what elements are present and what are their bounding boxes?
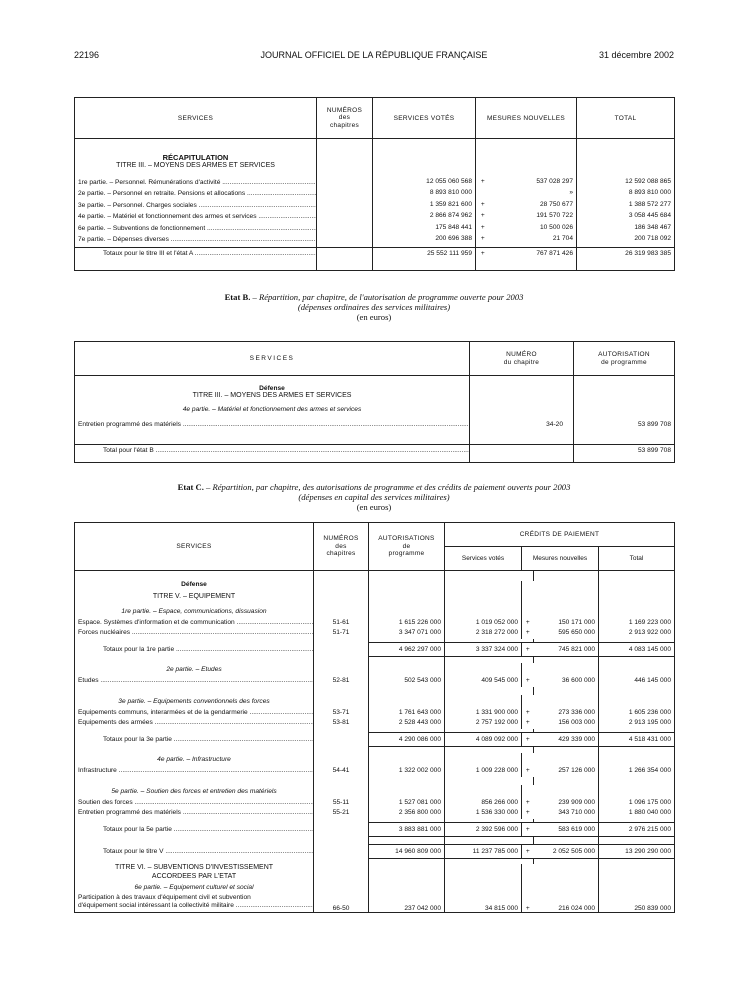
section-heading: 1re partie. – Espace, communications, dissuasion (75, 605, 314, 619)
chapitres-c-label: chapitres (326, 550, 356, 558)
row-total: 8 893 810 000 (577, 189, 675, 200)
table-row (75, 677, 675, 687)
titre5-total-row (75, 845, 675, 859)
caption-etat-c (74, 482, 674, 512)
chapitres-label: chapitres (329, 121, 360, 129)
row-services-votes: 856 266 000 (445, 799, 522, 809)
total-services-votes: 2 392 596 000 (445, 823, 522, 837)
row-sign: + (480, 235, 485, 243)
row-total: 12 592 088 865 (577, 178, 675, 189)
row-sign (476, 189, 490, 200)
titre-heading-b: TITRE III. – MOYENS DES ARMES ET SERVICES (75, 392, 470, 406)
total-mesures: 2 052 505 000 (534, 845, 599, 859)
row-services-votes: 1 536 330 000 (445, 809, 522, 819)
row-sign: + (525, 766, 530, 774)
row-services-votes: 1 019 052 000 (445, 619, 522, 629)
total-label: Totaux pour le titre V ..... (103, 848, 314, 855)
table-row (75, 767, 675, 777)
total-label: Totaux pour le titre III et l'état A ..... (103, 250, 317, 257)
caption-b-label: Etat B. (224, 292, 251, 302)
total-total: 13 290 290 000 (599, 845, 675, 859)
row-sign: + (525, 618, 530, 626)
row-label: 2e partie. – Personnel en retraite. Pensions et allocations ..... (78, 190, 317, 197)
row-total: 3 058 445 684 (577, 212, 675, 223)
programme-c-label: programme (388, 550, 425, 558)
row-label-line2: d'équipement social intéressant la collectivité militaire ..... (78, 902, 314, 909)
row-sign: + (525, 708, 530, 716)
col-mesures-nouvelles: MESURES NOUVELLES (476, 98, 577, 139)
row-total: 446 145 000 (599, 677, 675, 687)
total-autorisation: 14 960 809 000 (369, 845, 445, 859)
col-credits-paiement: CRÉDITS DE PAIEMENT (445, 523, 675, 547)
row-autorisation: 2 528 443 000 (369, 719, 445, 729)
total-services-votes: 4 089 092 000 (445, 733, 522, 747)
row-mesures: 191 570 722 (490, 212, 577, 223)
total-autorisation: 4 962 297 000 (369, 643, 445, 657)
row-votes: 1 359 821 600 (373, 201, 476, 212)
row-total: 1 388 572 277 (577, 201, 675, 212)
row-total: 1 169 223 000 (599, 619, 675, 629)
total-services-votes: 11 237 785 000 (445, 845, 522, 859)
row-mesures: » (490, 189, 577, 200)
table-recapitulation (74, 97, 675, 271)
row-autorisation: 2 356 800 000 (369, 809, 445, 819)
partie-heading-b: 4e partie. – Matériel et fonctionnement des armes et services (75, 406, 470, 421)
row-mesures: 257 126 000 (534, 767, 599, 777)
row-label-line1: Participation à des travaux d'équipement civil et subvention (78, 893, 251, 901)
row-sign: + (480, 200, 485, 208)
row-services-votes: 409 545 000 (445, 677, 522, 687)
row-chapitre: 55-11 (314, 799, 369, 809)
row-chapitre: 53-81 (314, 719, 369, 729)
row-value-b: 53 899 708 (574, 421, 675, 445)
row-label: 4e partie. – Matériel et fonctionnement des armes et services ..... (78, 213, 317, 220)
caption-c-label: Etat C. (177, 482, 204, 492)
row-sign: + (525, 676, 530, 684)
row-label: 1re partie. – Personnel. Rémunérations d'activité ..... (78, 179, 317, 186)
row-sign: + (522, 894, 534, 913)
row-votes: 12 055 060 568 (373, 178, 476, 189)
total-services-votes: 3 337 324 000 (445, 643, 522, 657)
row-sign: + (525, 798, 530, 806)
page-number: 22196 (74, 50, 100, 60)
row-services-votes: 2 757 192 000 (445, 719, 522, 729)
total-label-b: Total pour l'état B ..... (103, 447, 470, 454)
table-row (75, 629, 675, 639)
total-label: Totaux pour la 1re partie ..... (103, 646, 314, 653)
row-sign: + (480, 177, 485, 185)
total-sign: + (522, 643, 534, 657)
row-total: 1 266 354 000 (599, 767, 675, 777)
defense-heading-c: Défense (75, 581, 314, 593)
row-sign: + (525, 628, 530, 636)
section-heading: 3e partie. – Equipements conventionnels des forces (75, 695, 314, 709)
total-sign: + (476, 247, 490, 263)
table-row (75, 894, 675, 913)
row-label: Etudes ..... (78, 677, 314, 684)
row-sign: + (525, 718, 530, 726)
row-mesures: 10 500 026 (490, 224, 577, 235)
row-mesures: 28 750 677 (490, 201, 577, 212)
row-votes: 8 893 810 000 (373, 189, 476, 200)
row-chapitre: 51-71 (314, 629, 369, 639)
journal-title: JOURNAL OFFICIEL DE LA RÉPUBLIQUE FRANÇAISE (260, 50, 488, 60)
caption-c-line3: (en euros) (356, 502, 392, 512)
des-label: des (338, 114, 351, 122)
row-total: 1 880 040 000 (599, 809, 675, 819)
row-autorisation: 1 761 643 000 (369, 709, 445, 719)
table-row (75, 799, 675, 809)
row-label: Soutien des forces ..... (78, 799, 314, 806)
caption-c-line1: – Répartition, par chapitre, des autorisations de programme et des crédits de paiement ouverts pour 2003 (206, 482, 571, 492)
col-numeros-c (314, 523, 369, 571)
titre6-heading-line2: ACCORDÉES PAR L'ÉTAT (75, 873, 314, 882)
titre5-heading: TITRE V. – ÉQUIPEMENT (75, 593, 314, 605)
row-autorisation: 237 042 000 (369, 894, 445, 913)
titre-heading: TITRE III. – MOYENS DES ARMES ET SERVICES (75, 162, 317, 178)
caption-b-line1: – Répartition, par chapitre, de l'autorisation de programme ouverte pour 2003 (252, 292, 524, 302)
row-chapitre-b: 34-20 (470, 421, 574, 445)
row-label: 3e partie. – Personnel. Charges sociales ..... (78, 202, 317, 209)
total-votes: 25 552 111 959 (373, 247, 476, 263)
defense-heading-b: Défense (75, 376, 470, 392)
row-services-votes: 1 331 900 000 (445, 709, 522, 719)
section-total-row (75, 643, 675, 657)
row-label: Equipements des armées ..... (78, 719, 314, 726)
numero-label: NUMÉRO (506, 351, 537, 359)
table-row (75, 719, 675, 729)
row-votes: 175 848 441 (373, 224, 476, 235)
row-label: Espace. Systèmes d'information et de communication ..... (78, 619, 314, 626)
row-mesures: 239 909 000 (534, 799, 599, 809)
section-heading: 4e partie. – Infrastructure (75, 753, 314, 767)
col-services-b: SERVICES (75, 342, 470, 376)
table-row (75, 201, 675, 212)
row-total: 2 913 922 000 (599, 629, 675, 639)
total-total: 26 319 983 385 (577, 247, 675, 263)
table-row (75, 709, 675, 719)
row-mesures: 537 028 297 (490, 178, 577, 189)
table-row (75, 619, 675, 629)
partie6-heading: 6e partie. – Equipement culturel et social (75, 882, 314, 894)
row-label: Equipements communs, interarmées et de la gendarmerie ..... (78, 709, 314, 716)
table-row (75, 212, 675, 223)
caption-c-line2: (dépenses en capital des services militaires) (298, 492, 450, 502)
table-etat-c (74, 522, 675, 913)
col-services-c: SERVICES (75, 523, 314, 571)
row-sign: + (525, 808, 530, 816)
de-programme-label: de programme (601, 358, 647, 366)
table-etat-b (74, 341, 675, 463)
row-chapitre: 66-50 (314, 894, 369, 913)
row-chapitre: 54-41 (314, 767, 369, 777)
du-chapitre-label: du chapitre (503, 358, 540, 366)
de-c-label: de (402, 542, 411, 550)
row-autorisation: 1 322 002 000 (369, 767, 445, 777)
row-mesures: 273 336 000 (534, 709, 599, 719)
page-header (74, 50, 674, 64)
section-total-row (75, 823, 675, 837)
row-total: 250 839 000 (599, 894, 675, 913)
row-votes: 200 696 388 (373, 235, 476, 247)
row-label: Infrastructure ..... (78, 767, 314, 774)
total-sign: + (522, 845, 534, 859)
row-label: 6e partie. – Subventions de fonctionnement ..... (78, 225, 317, 232)
numeros-label: NUMÉROS (326, 106, 363, 114)
recap-heading: RÉCAPITULATION (75, 139, 317, 162)
row-mesures: 21 704 (490, 235, 577, 247)
row-services-votes: 34 815 000 (445, 894, 522, 913)
total-sign: + (522, 733, 534, 747)
row-services-votes: 2 318 272 000 (445, 629, 522, 639)
row-mesures: 156 003 000 (534, 719, 599, 729)
row-total: 2 913 195 000 (599, 719, 675, 729)
row-votes: 2 866 874 962 (373, 212, 476, 223)
caption-etat-b (74, 292, 674, 322)
row-total: 200 718 092 (577, 235, 675, 247)
total-total: 2 976 215 000 (599, 823, 675, 837)
total-value-b: 53 899 708 (574, 445, 675, 463)
col-total-c: Total (599, 547, 675, 571)
row-chapitre: 51-61 (314, 619, 369, 629)
row-mesures: 150 171 000 (534, 619, 599, 629)
col-autorisations-c (369, 523, 445, 571)
table-row (75, 235, 675, 247)
table-row (75, 189, 675, 200)
row-mesures: 36 600 000 (534, 677, 599, 687)
table-row (75, 809, 675, 819)
row-sign: + (480, 223, 485, 231)
row-autorisation: 502 543 000 (369, 677, 445, 687)
caption-b-line2: (dépenses ordinaires des services militaires) (297, 302, 451, 312)
col-numero-b (470, 342, 574, 376)
row-label: Entretien programmé des matériels ..... (78, 809, 314, 816)
col-autorisation-b (574, 342, 675, 376)
row-label: Forces nucléaires ..... (78, 629, 314, 636)
col-services-votes-c: Services votés (445, 547, 522, 571)
col-services-votes: SERVICES VOTÉS (373, 98, 476, 139)
row-total: 186 348 467 (577, 224, 675, 235)
section-total-row (75, 733, 675, 747)
col-services: SERVICES (75, 98, 317, 139)
row-mesures: 595 650 000 (534, 629, 599, 639)
des-c-label: des (335, 542, 347, 550)
col-mesures-c: Mesures nouvelles (522, 547, 599, 571)
row-autorisation: 3 347 071 000 (369, 629, 445, 639)
titre6-heading-line1: TITRE VI. – SUBVENTIONS D'INVESTISSEMENT (75, 864, 314, 873)
total-mesures: 767 871 426 (490, 247, 577, 263)
total-sign: + (522, 823, 534, 837)
total-mesures: 429 339 000 (534, 733, 599, 747)
autorisation-label: AUTORISATION (598, 351, 650, 359)
total-autorisation: 3 883 881 000 (369, 823, 445, 837)
row-chapitre: 55-21 (314, 809, 369, 819)
row-label-b: Entretien programmé des matériels ..... (78, 421, 470, 428)
row-chapitre: 52-81 (314, 677, 369, 687)
row-sign: + (480, 212, 485, 220)
total-autorisation: 4 290 086 000 (369, 733, 445, 747)
numeros-c-label: NUMÉROS (323, 535, 359, 543)
row-mesures: 343 710 000 (534, 809, 599, 819)
total-label: Totaux pour la 5e partie ..... (103, 826, 314, 833)
row-total: 1 605 236 000 (599, 709, 675, 719)
row-chapitre: 53-71 (314, 709, 369, 719)
row-mesures: 216 024 000 (534, 894, 599, 913)
table-row (75, 178, 675, 189)
total-mesures: 583 619 000 (534, 823, 599, 837)
table-row (75, 224, 675, 235)
section-heading: 5e partie. – Soutien des forces et entretien des matériels (75, 785, 314, 799)
col-total: TOTAL (577, 98, 675, 139)
row-total: 1 096 175 000 (599, 799, 675, 809)
total-label: Totaux pour la 3e partie ..... (103, 736, 314, 743)
publication-date: 31 décembre 2002 (598, 50, 674, 60)
caption-b-line3: (en euros) (356, 312, 392, 322)
total-total: 4 518 431 000 (599, 733, 675, 747)
section-heading: 2e partie. – Etudes (75, 663, 314, 677)
col-numeros (317, 98, 373, 139)
row-autorisation: 1 615 226 000 (369, 619, 445, 629)
total-mesures: 745 821 000 (534, 643, 599, 657)
row-label: 7e partie. – Dépenses diverses ..... (78, 236, 317, 243)
autorisations-c-label: AUTORISATIONS (378, 535, 435, 543)
row-services-votes: 1 009 228 000 (445, 767, 522, 777)
row-autorisation: 1 527 081 000 (369, 799, 445, 809)
total-total: 4 083 145 000 (599, 643, 675, 657)
